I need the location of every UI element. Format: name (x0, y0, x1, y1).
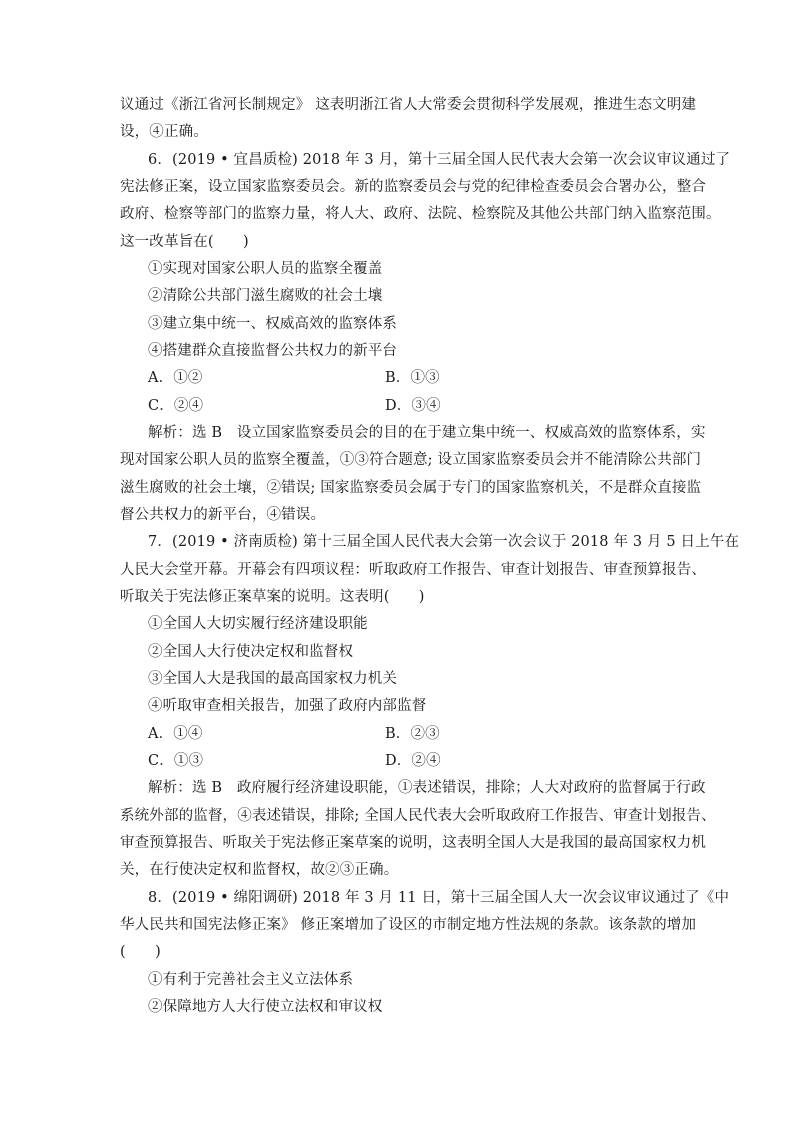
text-line: 设，④正确。 (120, 124, 208, 140)
analysis-text: 解析：选 B 政府履行经济建设职能，①表述错误，排除；人大对政府的监督属于行政 (148, 780, 706, 796)
answer-option-c: C．①③ (148, 753, 204, 769)
text-line: 听取关于宪法修正案草案的说明。这表明( ) (120, 589, 425, 605)
text-line: 宪法修正案，设立国家监察委员会。新的监察委员会与党的纪律检查委员会合署办公，整合 (120, 179, 706, 195)
text-line: 议通过《浙江省河长制规定》 这表明浙江省人大常委会贯彻科学发展观，推进生态文明建 (120, 97, 697, 113)
statement-item: ④搭建群众直接监督公共权力的新平台 (148, 343, 398, 359)
answer-option-b: B．①③ (385, 370, 440, 386)
analysis-text: 审查预算报告、听取关于宪法修正案草案的说明，这表明全国人大是我国的最高国家权力机 (120, 835, 706, 851)
statement-item: ①全国人大切实履行经济建设职能 (148, 616, 368, 632)
answer-option-b: B．②③ (385, 726, 440, 742)
statement-item: ③全国人大是我国的最高国家权力机关 (148, 671, 398, 687)
answer-option-a: A．①④ (148, 726, 203, 742)
statement-item: ③建立集中统一、权威高效的监察体系 (148, 316, 398, 332)
statement-item: ②清除公共部门滋生腐败的社会土壤 (148, 288, 383, 304)
text-line: 这一改革旨在( ) (120, 234, 249, 250)
statement-item: ④听取审查相关报告，加强了政府内部监督 (148, 698, 427, 714)
statement-item: ①实现对国家公职人员的监察全覆盖 (148, 261, 383, 277)
analysis-text: 解析：选 B 设立国家监察委员会的目的在于建立集中统一、权威高效的监察体系，实 (148, 425, 706, 441)
statement-item: ②全国人大行使决定权和监督权 (148, 644, 354, 660)
question-6-stem: 6．(2019 • 宜昌质检) 2018 年 3 月，第十三届全国人民代表大会第一次会议审议通过了 (148, 152, 731, 168)
analysis-text: 关，在行使决定权和监督权，故②③正确。 (120, 862, 399, 878)
text-line: 政府、检察等部门的监察力量，将人大、政府、法院、检察院及其他公共部门纳入监察范围。 (120, 206, 721, 222)
text-line: ( ) (120, 944, 161, 960)
question-7-stem: 7．(2019 • 济南质检) 第十三届全国人民代表大会第一次会议于 2018 年 3 月 5 日上午在 (148, 534, 740, 550)
statement-item: ①有利于完善社会主义立法体系 (148, 972, 354, 988)
statement-item: ②保障地方人大行使立法权和审议权 (148, 999, 383, 1015)
analysis-text: 滋生腐败的社会土壤，②错误; 国家监察委员会属于专门的国家监察机关，不是群众直接监 (120, 480, 702, 496)
text-line: 人民大会堂开幕。开幕会有四项议程：听取政府工作报告、审查计划报告、审查预算报告、 (120, 562, 706, 578)
text-line: 华人民共和国宪法修正案》 修正案增加了设区的市制定地方性法规的条款。该条款的增加 (120, 917, 697, 933)
answer-option-d: D．②④ (385, 753, 441, 769)
question-8-stem: 8．(2019 • 绵阳调研) 2018 年 3 月 11 日，第十三届全国人大一次会议审议通过了《中 (148, 890, 730, 906)
answer-option-d: D．③④ (385, 398, 441, 414)
analysis-text: 系统外部的监督，④表述错误，排除; 全国人民代表大会听取政府工作报告、审查计划报告、 (120, 808, 716, 824)
analysis-text: 督公共权力的新平台，④错误。 (120, 507, 326, 523)
answer-option-c: C．②④ (148, 398, 204, 414)
analysis-text: 现对国家公职人员的监察全覆盖，①③符合题意; 设立国家监察委员会并不能清除公共部门 (120, 452, 702, 468)
answer-option-a: A．①② (148, 370, 203, 386)
